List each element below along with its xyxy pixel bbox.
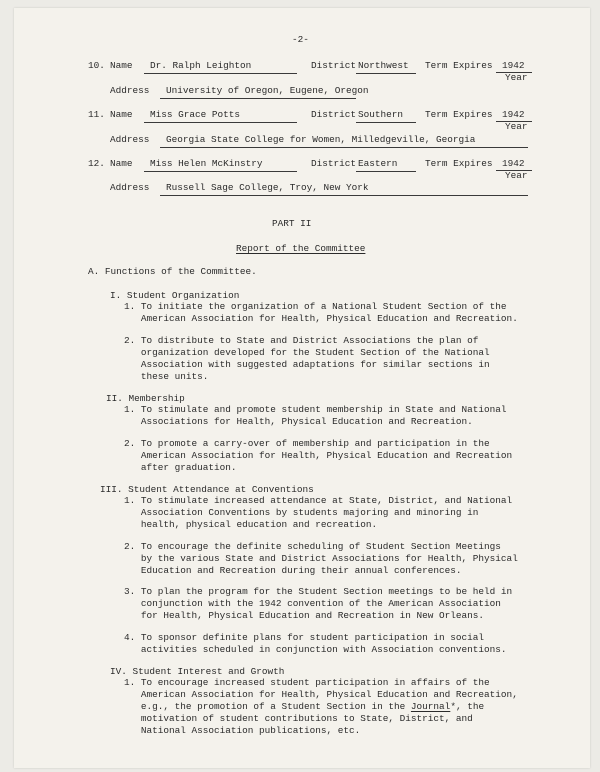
journal-reference: Journal bbox=[410, 701, 451, 712]
address-label: Address bbox=[110, 182, 150, 193]
member-address: Russell Sage College, Troy, New York bbox=[166, 182, 369, 193]
member-name: Miss Helen McKinstry bbox=[150, 158, 263, 169]
member-district: Eastern bbox=[358, 158, 398, 169]
item-line: Education and Recreation during their annual conferences. bbox=[124, 565, 462, 576]
member-number: 11. bbox=[88, 109, 105, 120]
item-line: for Health, Physical Education and Recreation in New Orleans. bbox=[124, 610, 485, 621]
term-year: 1942 bbox=[502, 109, 525, 120]
member-address: Georgia State College for Women, Milledgeville, Georgia bbox=[166, 134, 476, 145]
section-a-heading: A. Functions of the Committee. bbox=[88, 266, 257, 277]
district-underline bbox=[356, 73, 416, 74]
item-line: 4. To sponsor definite plans for student participation in social bbox=[124, 632, 485, 643]
address-underline bbox=[160, 147, 528, 148]
section-heading: II. Membership bbox=[106, 393, 185, 404]
item-line: 1. To initiate the organization of a National Student Section of the bbox=[124, 301, 507, 312]
item-line: motivation of student contributions to State, District, and bbox=[124, 713, 473, 724]
year-label: Year bbox=[505, 72, 528, 83]
item-line: conjunction with the 1942 convention of the American Association bbox=[124, 598, 501, 609]
item-line: American Association for Health, Physical Education and Recreation bbox=[124, 450, 513, 461]
term-label: Term Expires bbox=[425, 60, 493, 71]
address-label: Address bbox=[110, 134, 150, 145]
name-underline bbox=[144, 171, 297, 172]
item-line: 2. To distribute to State and District Associations the plan of bbox=[124, 335, 479, 346]
member-name: Miss Grace Potts bbox=[150, 109, 241, 120]
item-line: Association with suggested adaptations for similar sections in bbox=[124, 359, 490, 370]
item-line: 3. To plan the program for the Student Section meetings to be held in bbox=[124, 586, 513, 597]
name-label: Name bbox=[110, 60, 133, 71]
item-line: 1. To encourage increased student participation in affairs of the bbox=[124, 677, 490, 688]
item-line: after graduation. bbox=[124, 462, 237, 473]
page-number: -2- bbox=[292, 34, 309, 45]
item-line: these units. bbox=[124, 371, 209, 382]
year-label: Year bbox=[505, 170, 528, 181]
section-heading: III. Student Attendance at Conventions bbox=[100, 484, 314, 495]
document-page bbox=[14, 8, 590, 768]
member-number: 10. bbox=[88, 60, 105, 71]
item-line: 2. To encourage the definite scheduling of Student Section Meetings bbox=[124, 541, 501, 552]
term-label: Term Expires bbox=[425, 109, 493, 120]
member-address: University of Oregon, Eugene, Oregon bbox=[166, 85, 369, 96]
item-line: National Association publications, etc. bbox=[124, 725, 361, 736]
district-label: District bbox=[311, 60, 357, 71]
name-underline bbox=[144, 73, 297, 74]
district-underline bbox=[356, 122, 416, 123]
item-line: American Association for Health, Physical Education and Recreation, bbox=[124, 689, 518, 700]
member-number: 12. bbox=[88, 158, 105, 169]
report-title: Report of the Committee bbox=[236, 243, 366, 254]
district-label: District bbox=[311, 109, 357, 120]
district-underline bbox=[356, 171, 416, 172]
address-underline bbox=[160, 195, 528, 196]
member-district: Northwest bbox=[358, 60, 409, 71]
name-label: Name bbox=[110, 109, 133, 120]
item-line: e.g., the promotion of a Student Section in the bbox=[124, 701, 411, 712]
district-label: District bbox=[311, 158, 357, 169]
item-line: by the various State and District Associations for Health, Physical bbox=[124, 553, 518, 564]
item-line: Association Conventions by students majoring and minoring in bbox=[124, 507, 479, 518]
item-line: American Association for Health, Physical Education and Recreation. bbox=[124, 313, 518, 324]
item-line: activities scheduled in conjunction with Association conventions. bbox=[124, 644, 507, 655]
section-heading: I. Student Organization bbox=[110, 290, 240, 301]
item-line: 2. To promote a carry-over of membership and participation in the bbox=[124, 438, 490, 449]
item-line-with-journal bbox=[124, 701, 484, 713]
year-label: Year bbox=[505, 121, 528, 132]
journal-suffix: *, the bbox=[450, 701, 485, 712]
address-label: Address bbox=[110, 85, 150, 96]
member-name: Dr. Ralph Leighton bbox=[150, 60, 252, 71]
item-line: 1. To stimulate increased attendance at State, District, and National bbox=[124, 495, 513, 506]
term-year: 1942 bbox=[502, 60, 525, 71]
item-line: health, physical education and recreation. bbox=[124, 519, 378, 530]
item-line: Associations for Health, Physical Education and Recreation. bbox=[124, 416, 473, 427]
name-underline bbox=[144, 122, 297, 123]
item-line: 1. To stimulate and promote student membership in State and National bbox=[124, 404, 507, 415]
term-year: 1942 bbox=[502, 158, 525, 169]
term-label: Term Expires bbox=[425, 158, 493, 169]
name-label: Name bbox=[110, 158, 133, 169]
section-heading: IV. Student Interest and Growth bbox=[110, 666, 285, 677]
address-underline bbox=[160, 98, 356, 99]
member-district: Southern bbox=[358, 109, 404, 120]
item-line: organization developed for the Student Section of the National bbox=[124, 347, 490, 358]
part-title: PART II bbox=[272, 218, 312, 229]
